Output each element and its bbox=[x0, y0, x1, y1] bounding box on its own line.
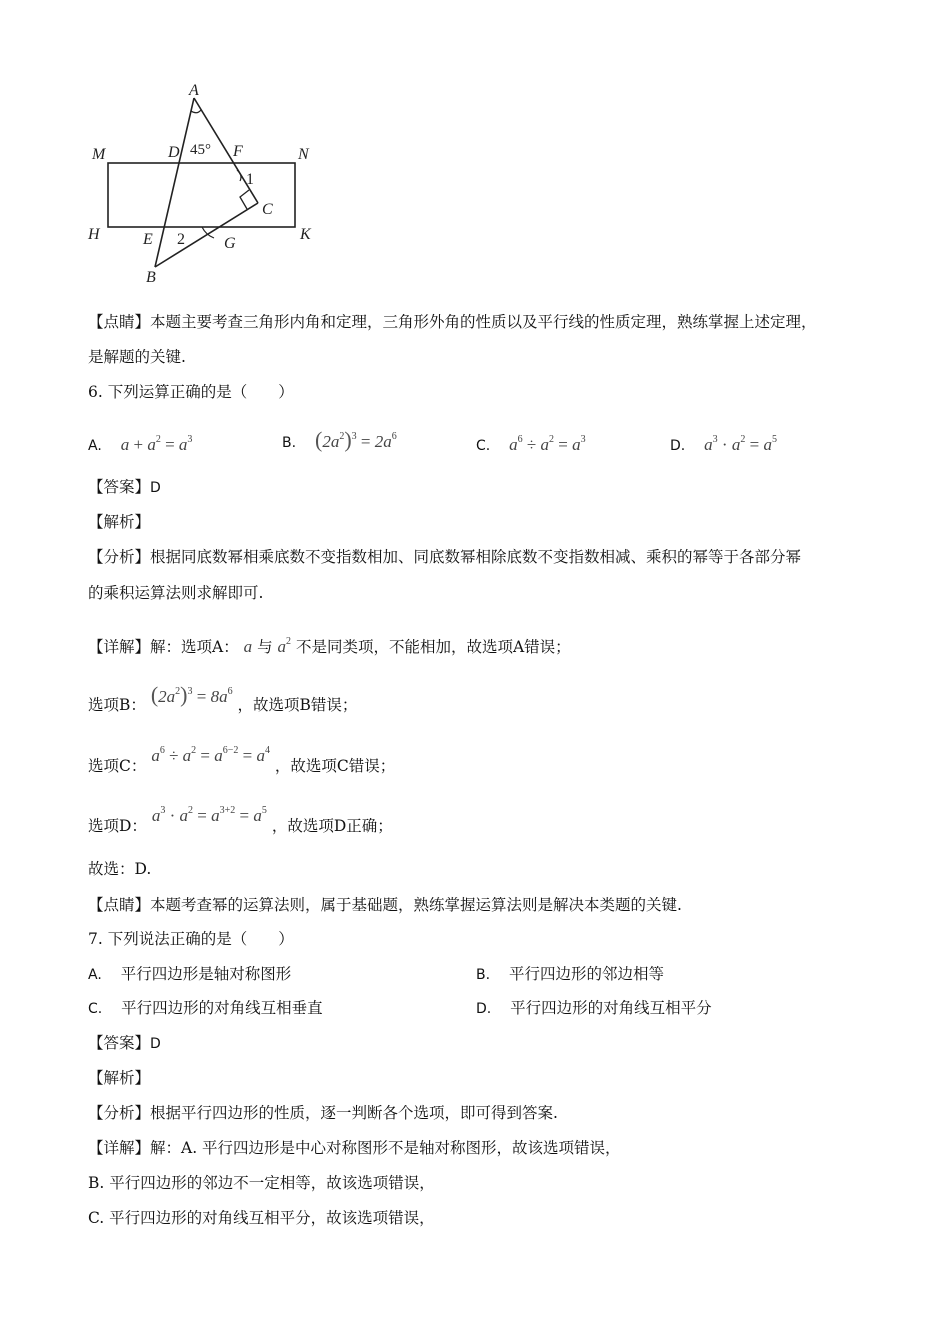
q7-fenxi: 【分析】根据平行四边形的性质，逐一判断各个选项，即可得到答案. bbox=[88, 1104, 558, 1122]
q6-option-b-expr: $(2a^2)^3 = 2a^6$ bbox=[315, 427, 397, 452]
q7-option-a-text: 平行四边形是轴对称图形 bbox=[120, 965, 292, 983]
q7-option-c-label: C. bbox=[88, 1001, 103, 1017]
q6-detail-b bbox=[88, 682, 358, 715]
q7-option-d bbox=[476, 998, 712, 1019]
segment-bc bbox=[155, 203, 258, 267]
q6-detail-a-term2: $a^2$ bbox=[277, 636, 292, 656]
label-c: C bbox=[262, 201, 273, 218]
q6-detail-a-term1: a bbox=[243, 637, 253, 656]
q6-d-expr: $a^3 \cdot a^2 = a^{3+2} = a^5$ bbox=[151, 805, 267, 825]
q7-option-c-text: 平行四边形的对角线互相垂直 bbox=[121, 999, 323, 1017]
q6-option-b bbox=[282, 427, 397, 453]
label-f: F bbox=[233, 143, 243, 160]
q6-option-a-label: A. bbox=[88, 438, 102, 454]
label-k: K bbox=[300, 226, 311, 243]
label-g: G bbox=[224, 235, 236, 252]
geometry-figure bbox=[80, 80, 340, 290]
q6-option-c-expr: $a^6 \div a^2 = a^3$ bbox=[509, 434, 586, 454]
q6-detail-a-mid: 与 bbox=[257, 638, 273, 656]
label-1: 1 bbox=[246, 171, 254, 188]
q6-fenxi-line1: 【分析】根据同底数幂相乘底数不变指数相加、同底数幂相除底数不变指数相减、乘积的幂等于各部分幂 bbox=[88, 548, 802, 566]
q7-option-d-label: D. bbox=[476, 1001, 492, 1017]
label-2: 2 bbox=[177, 231, 185, 248]
q6-detail-c bbox=[88, 745, 396, 776]
q6-c-expr: $a^6 \div a^2 = a^{6-2} = a^4$ bbox=[151, 745, 270, 765]
q7-option-d-text: 平行四边形的对角线互相平分 bbox=[510, 999, 712, 1017]
q5-comment-line2: 是解题的关键. bbox=[88, 348, 186, 366]
q7-answer bbox=[88, 1033, 161, 1054]
label-n: N bbox=[298, 146, 309, 163]
q6-b-expr: $(2a^2)^3 = 8a^6$ bbox=[150, 682, 233, 707]
q7-answer-tag: 【答案】 bbox=[88, 1034, 151, 1052]
q6-conclusion: 故选：D. bbox=[88, 860, 152, 878]
q7-option-c bbox=[88, 998, 323, 1019]
q5-comment-line1: 【点睛】本题主要考查三角形内角和定理，三角形外角的性质以及平行线的性质定理，熟练掌握上述定理， bbox=[88, 313, 817, 331]
q6-option-a bbox=[88, 430, 192, 456]
q6-b-end: ，故选项B错误； bbox=[237, 696, 358, 714]
q6-d-prefix: 选项D： bbox=[88, 817, 147, 835]
q6-jiexi: 【解析】 bbox=[88, 513, 151, 531]
q6-answer-tag: 【答案】 bbox=[88, 478, 151, 496]
q6-option-c-label: C. bbox=[476, 438, 491, 454]
q6-dianjing: 【点睛】本题考查幂的运算法则，属于基础题，熟练掌握运算法则是解决本类题的关键. bbox=[88, 896, 682, 914]
q6-stem: 6. 下列运算正确的是（ ） bbox=[88, 383, 294, 401]
label-a: A bbox=[189, 82, 199, 99]
angle-arc-a bbox=[191, 110, 201, 113]
q6-option-a-expr: $a + a^2 = a^3$ bbox=[120, 434, 193, 454]
label-e: E bbox=[143, 231, 153, 248]
label-b: B bbox=[146, 269, 156, 286]
q7-option-b-text: 平行四边形的邻边相等 bbox=[509, 965, 665, 983]
q7-jiexi: 【解析】 bbox=[88, 1069, 151, 1087]
q7-option-b bbox=[476, 964, 664, 985]
q6-detail-prefix: 【详解】解：选项A： bbox=[88, 638, 239, 656]
q7-detail-1: 【详解】解：A. 平行四边形是中心对称图形不是轴对称图形，故该选项错误， bbox=[88, 1139, 621, 1157]
segment-ab bbox=[155, 98, 194, 267]
q6-option-d-expr: $a^3 \cdot a^2 = a^5$ bbox=[704, 434, 777, 454]
q6-answer bbox=[88, 477, 161, 498]
q7-option-b-label: B. bbox=[476, 967, 491, 983]
right-angle-mark bbox=[240, 190, 249, 209]
q6-option-d bbox=[670, 430, 777, 456]
q7-option-a-label: A. bbox=[88, 967, 102, 983]
q6-d-end: ，故选项D正确； bbox=[271, 817, 393, 835]
angle-arc-1 bbox=[237, 170, 241, 181]
q6-detail-a-end: 不是同类项，不能相加，故选项A错误； bbox=[295, 638, 571, 656]
q6-answer-value: D bbox=[150, 480, 161, 496]
label-m: M bbox=[92, 146, 106, 163]
q7-option-a bbox=[88, 964, 291, 985]
q6-option-b-label: B. bbox=[282, 435, 297, 451]
q6-c-prefix: 选项C： bbox=[88, 757, 147, 775]
label-h: H bbox=[88, 226, 100, 243]
label-angle-45: 45° bbox=[190, 142, 211, 158]
label-d: D bbox=[168, 144, 180, 161]
q7-detail-2: B. 平行四边形的邻边不一定相等，故该选项错误， bbox=[88, 1174, 435, 1192]
q6-option-c bbox=[476, 430, 586, 456]
q6-b-prefix: 选项B： bbox=[88, 696, 146, 714]
q7-answer-value: D bbox=[150, 1036, 161, 1052]
q6-detail-d bbox=[88, 805, 393, 836]
q6-fenxi-line2: 的乘积运算法则求解即可. bbox=[88, 584, 264, 602]
q6-c-end: ，故选项C错误； bbox=[274, 757, 396, 775]
q7-stem: 7. 下列说法正确的是（ ） bbox=[88, 930, 294, 948]
q6-option-d-label: D. bbox=[670, 438, 686, 454]
q6-detail-a bbox=[88, 632, 571, 657]
q7-detail-3: C. 平行四边形的对角线互相平分，故该选项错误， bbox=[88, 1209, 435, 1227]
